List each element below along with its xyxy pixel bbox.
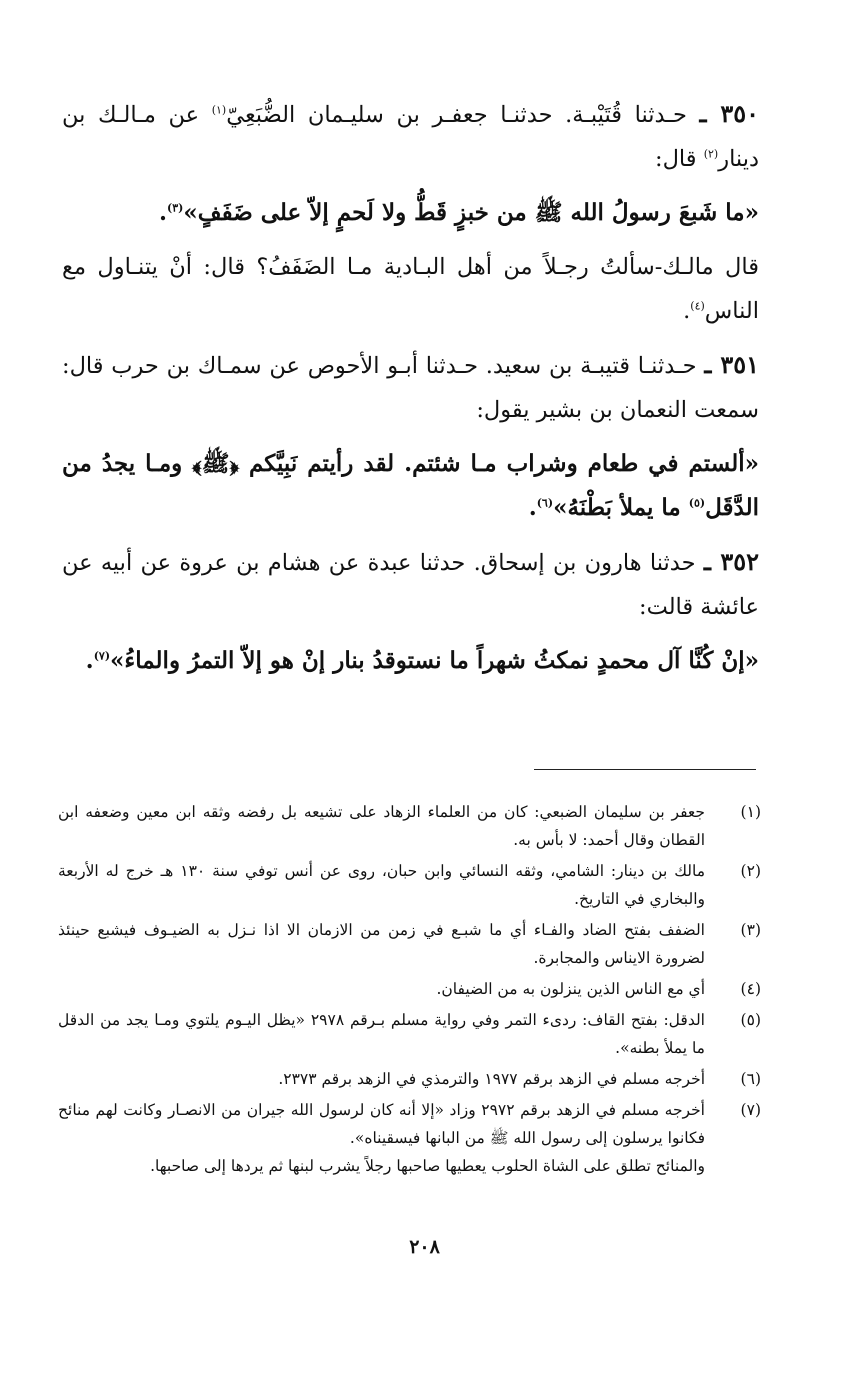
footnote-number: (٧) <box>740 1101 761 1119</box>
hadith-text: حـدثنا قُتَيْبـة. حدثنـا جعفـر بن سليـمان الضُّبَعِيّ <box>226 102 687 128</box>
footnote-text: أخرجه مسلم في الزهد برقم ٢٩٧٢ وزاد «إلا أنه كان لرسول الله جيران من الانصـار وكانت لهم منائح فكانوا يرسلون إلى رسول الله ﷺ من البانها فيسقيناه». <box>58 1101 705 1147</box>
footnote-ref: (٧) <box>93 649 111 663</box>
footnote-ref: (٤) <box>690 299 705 313</box>
hadith-350-commentary <box>62 245 759 333</box>
footnote-number: (٤) <box>740 980 761 998</box>
footnote-item <box>58 1096 761 1180</box>
hadith-351-intro <box>62 343 759 432</box>
footnote-number: (٥) <box>740 1011 761 1029</box>
hadith-352-quote <box>62 639 759 683</box>
footnote-text: الضفف بفتح الضاد والفـاء أي ما شبـع في زمن من الازمان الا اذا نـزل به الضيـوف فيشبع حينئذ لضرورة الايناس والمجابرة. <box>58 921 705 967</box>
commentary-end: . <box>683 298 691 324</box>
hadith-text: حـدثنـا قتيبـة بن سعيد. حـدثنا أبـو الأحوص عن سمـاك بن حرب قال: سمعت النعمان بن بشير يقول: <box>62 353 759 423</box>
hadith-350-quote <box>62 191 759 235</box>
footnote-text: أي مع الناس الذين ينزلون به من الضيفان. <box>436 980 705 998</box>
footnote-item <box>58 857 761 913</box>
footnote-text: مالك بن دينار: الشامي، وثقه النسائي وابن حبان، روى عن أنس توفي سنة ١٣٠ هـ خرج له الأربعة والبخاري في التاريخ. <box>58 862 706 908</box>
footnote-item <box>58 1006 761 1062</box>
hadith-text: قال: <box>654 146 704 172</box>
footnote-text: الدقل: بفتح القاف: ردىء التمر وفي رواية مسلم بـرقم ٢٩٧٨ «يظل اليـوم يلتوي ومـا يجد من الدقل ما يملأ بطنه». <box>58 1011 705 1057</box>
footnote-text: جعفر بن سليمان الضبعي: كان من العلماء الزهاد على تشيعه بل رفضه وثقه ابن معين وضعفه ابن القطان وقال أحمد: لا بأس به. <box>58 803 705 849</box>
page-number: ٢٠٨ <box>409 1236 440 1258</box>
hadith-text: حدثنا هارون بن إسحاق. حدثنا عبدة عن هشام بن عروة عن أبيه عن عائشة قالت: <box>62 550 759 620</box>
hadith-number: ٣٥٢ ـ <box>703 547 759 576</box>
quote-text: «إنْ كُنَّا آل محمدٍ نمكثُ شهراً ما نستوقدُ بنار إنْ هو إلاّ التمرُ والماءُ» <box>110 647 759 674</box>
hadith-352-intro <box>62 540 759 629</box>
footnote-item <box>58 975 761 1003</box>
commentary-text: قال مالـك-سألتُ رجـلاً من أهل البـادية مـا الضَفَفُ؟ قال: أنْ يتنـاول مع الناس <box>62 254 759 324</box>
quote-end: . <box>85 647 94 674</box>
main-text <box>62 92 759 693</box>
quote-text: «ما شَبعَ رسولُ الله ﷺ من خبزٍ قَطُّ ولا لَحمٍ إلاّ على ضَفَفٍ» <box>183 199 759 226</box>
quote-end: . <box>528 494 537 521</box>
footnote-item <box>58 1065 761 1093</box>
footnote-number: (٢) <box>740 862 761 880</box>
quote-text: «ألستم في طعام وشراب مـا شئتم. لقد رأيتم نَبِيَّكم ﴿ﷺ﴾ ومـا يجدُ من الدَّقَل <box>62 450 759 521</box>
hadith-number: ٣٥١ ـ <box>704 350 760 379</box>
footnote-ref: (٦) <box>536 496 554 510</box>
footnote-ref: (٢) <box>703 147 719 161</box>
footnote-ref: (٥) <box>688 496 706 510</box>
footnote-number: (٦) <box>740 1070 761 1088</box>
hadith-text: عن مـالـك بن دينار <box>62 102 759 172</box>
footnote-divider <box>534 769 756 770</box>
footnote-text-group <box>58 1096 705 1180</box>
hadith-351-quote <box>62 442 759 530</box>
footnote-ref: (١) <box>211 103 227 117</box>
footnote-text: أخرجه مسلم في الزهد برقم ١٩٧٧ والترمذي في الزهد برقم ٢٣٧٣. <box>278 1070 705 1088</box>
footnote-item <box>58 798 761 854</box>
hadith-350-intro <box>62 92 759 181</box>
footnotes <box>58 798 761 1183</box>
footnote-number: (١) <box>740 803 761 821</box>
footnote-extra-text: والمنائح تطلق على الشاة الحلوب يعطيها صاحبها رجلاً يشرب لبنها ثم يردها إلى صاحبها. <box>150 1157 705 1175</box>
hadith-number: ٣٥٠ ـ <box>699 99 760 128</box>
quote-end: . <box>159 199 168 226</box>
quote-text: ما يملأ بَطْنَهُ» <box>553 494 689 521</box>
footnote-item <box>58 916 761 972</box>
footnote-number: (٣) <box>740 921 761 939</box>
footnote-ref: (٣) <box>167 201 184 215</box>
